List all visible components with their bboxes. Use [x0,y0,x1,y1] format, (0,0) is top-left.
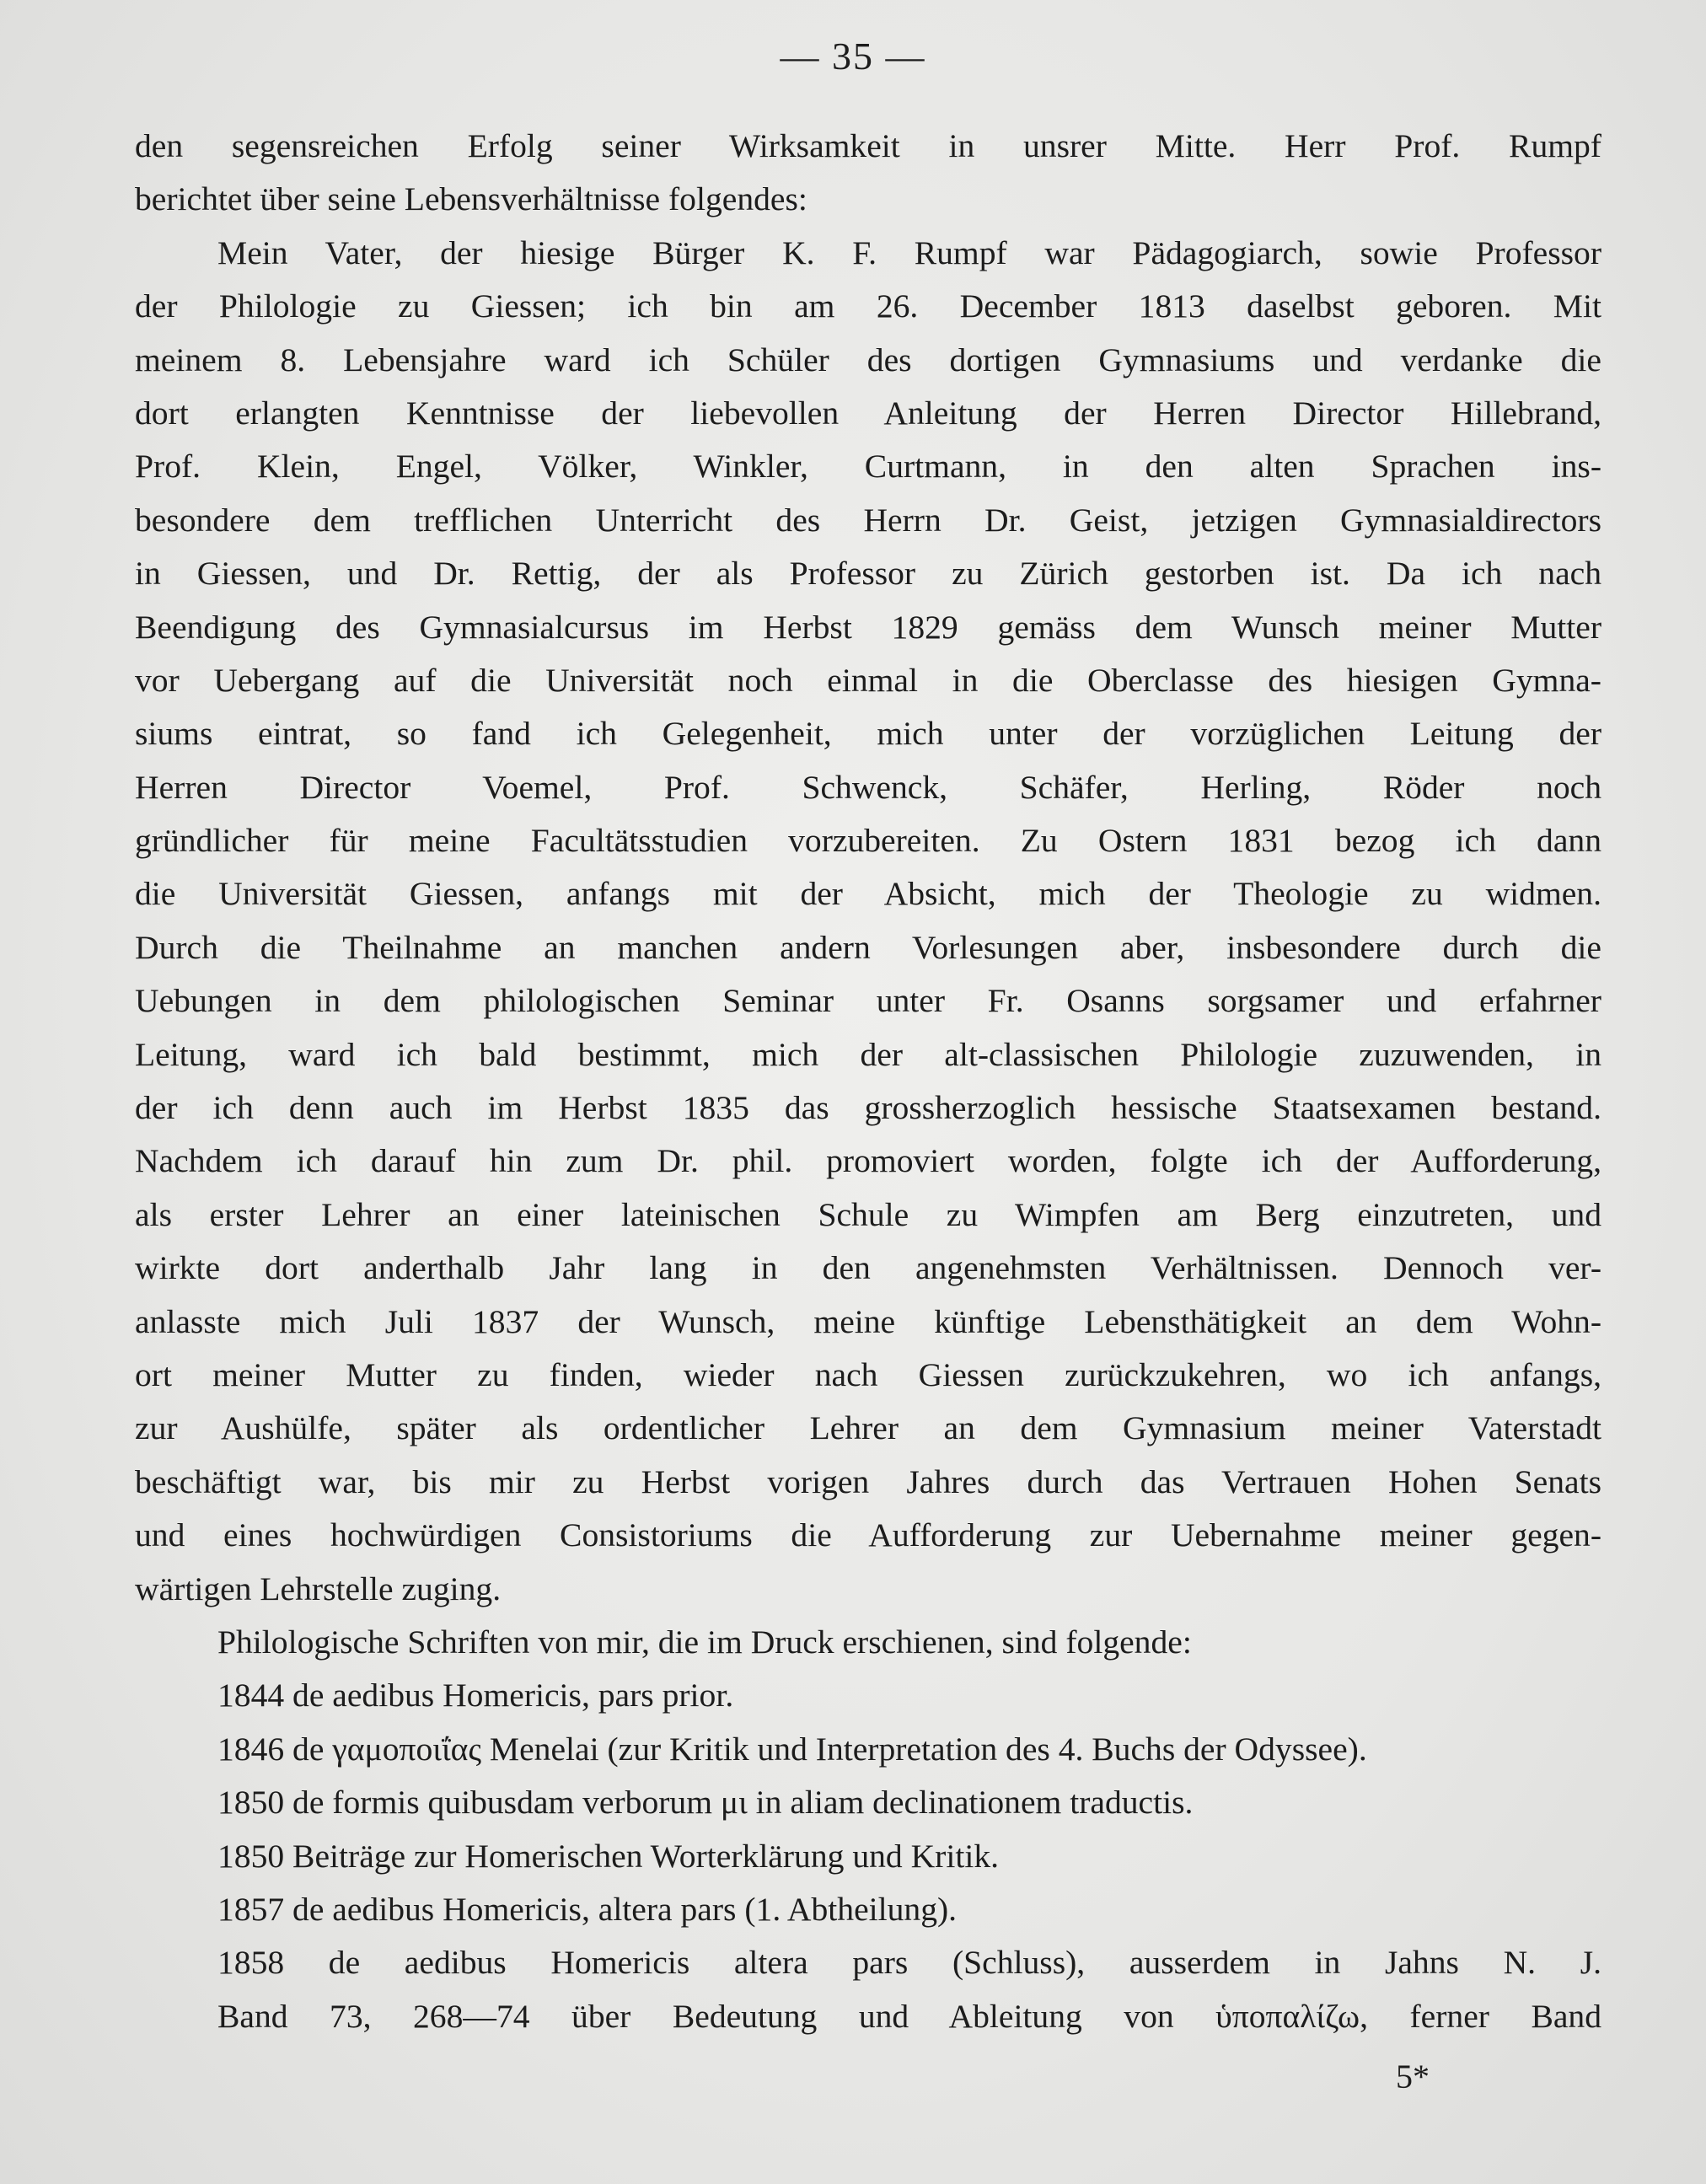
signature-mark: 5* [1396,2058,1430,2095]
text-line: Nachdem ich darauf hin zum Dr. phil. promoviert worden, folgte ich der Aufforderung, [135,1142,1601,1180]
publication-item-continued: Band 73, 268—74 über Bedeutung und Ableitung von ὑποπαλίζω, ferner Band [217,1997,1601,2035]
text-line: als erster Lehrer an einer lateinischen Schule zu Wimpfen am Berg einzutreten, und [135,1195,1601,1233]
text-line: die Universität Giessen, anfangs mit der Absicht, mich der Theologie zu widmen. [135,875,1601,913]
text-line: und eines hochwürdigen Consistoriums die Aufforderung zur Uebernahme meiner gegen- [135,1516,1601,1554]
text-line: Durch die Theilnahme an manchen andern Vorlesungen aber, insbesondere durch die [135,928,1601,966]
text-line: Herren Director Voemel, Prof. Schwenck, Schäfer, Herling, Röder noch [135,768,1601,806]
text-line: gründlicher für meine Facultätsstudien vorzubereiten. Zu Ostern 1831 bezog ich dann [135,822,1601,860]
publication-item: 1857 de aedibus Homericis, altera pars (1. Abtheilung). [217,1890,958,1928]
text-line: in Giessen, und Dr. Rettig, der als Professor zu Zürich gestorben ist. Da ich nach [135,555,1601,593]
text-line: beschäftigt war, bis mir zu Herbst vorigen Jahres durch das Vertrauen Hohen Senats [135,1462,1601,1500]
text-line: wärtigen Lehrstelle zuging. [135,1570,502,1607]
publication-item: 1846 de γαμοποιΐας Menelai (zur Kritik und Interpretation des 4. Buchs der Odyssee). [217,1730,1367,1768]
publication-item: 1858 de aedibus Homericis altera pars (Schluss), ausserdem in Jahns N. J. [217,1944,1601,1982]
publication-item: 1844 de aedibus Homericis, pars prior. [217,1677,734,1714]
text-line: besondere dem trefflichen Unterricht des Herrn Dr. Geist, jetzigen Gymnasialdirectors [135,501,1601,539]
text-line: vor Uebergang auf die Universität noch einmal in die Oberclasse des hiesigen Gymna- [135,661,1601,699]
publication-item: 1850 de formis quibusdam verborum μι in aliam declinationem traductis. [217,1784,1194,1822]
text-line: berichtet über seine Lebensverhältnisse folgendes: [135,180,807,218]
text-line: Beendigung des Gymnasialcursus im Herbst 1829 gemäss dem Wunsch meiner Mutter [135,608,1601,646]
text-line: anlasste mich Juli 1837 der Wunsch, meine künftige Lebensthätigkeit an dem Wohn- [135,1302,1601,1340]
text-line: ort meiner Mutter zu finden, wieder nach Giessen zurückzukehren, wo ich anfangs, [135,1355,1601,1393]
text-line: den segensreichen Erfolg seiner Wirksamkeit in unsrer Mitte. Herr Prof. Rumpf [135,127,1601,164]
text-line: siums eintrat, so fand ich Gelegenheit, mich unter der vorzüglichen Leitung der [135,715,1601,753]
publication-item: 1850 Beiträge zur Homerischen Worterklärung und Kritik. [217,1837,1000,1875]
page-number: — 35 — [780,35,926,78]
text-line: Prof. Klein, Engel, Völker, Winkler, Curtmann, in den alten Sprachen ins- [135,448,1601,486]
text-line: der Philologie zu Giessen; ich bin am 26. December 1813 daselbst geboren. Mit [135,287,1601,325]
text-line: Mein Vater, der hiesige Bürger K. F. Rumpf war Pädagogiarch, sowie Professor [217,233,1601,271]
body-text [135,120,1601,2043]
text-line: zur Aushülfe, später als ordentlicher Lehrer an dem Gymnasium meiner Vaterstadt [135,1409,1601,1447]
text-line: Uebungen in dem philologischen Seminar unter Fr. Osanns sorgsamer und erfahrner [135,982,1601,1020]
text-line: der ich denn auch im Herbst 1835 das grossherzoglich hessische Staatsexamen bestand. [135,1089,1601,1127]
text-line: Philologische Schriften von mir, die im Druck erschienen, sind folgende: [217,1623,1192,1661]
text-line: dort erlangten Kenntnisse der liebevollen Anleitung der Herren Director Hillebrand, [135,394,1601,432]
text-line: meinem 8. Lebensjahre ward ich Schüler des dortigen Gymnasiums und verdanke die [135,341,1601,378]
text-line: Leitung, ward ich bald bestimmt, mich der alt-classischen Philologie zuzuwenden, in [135,1035,1601,1073]
text-line: wirkte dort anderthalb Jahr lang in den angenehmsten Verhältnissen. Dennoch ver- [135,1249,1601,1287]
